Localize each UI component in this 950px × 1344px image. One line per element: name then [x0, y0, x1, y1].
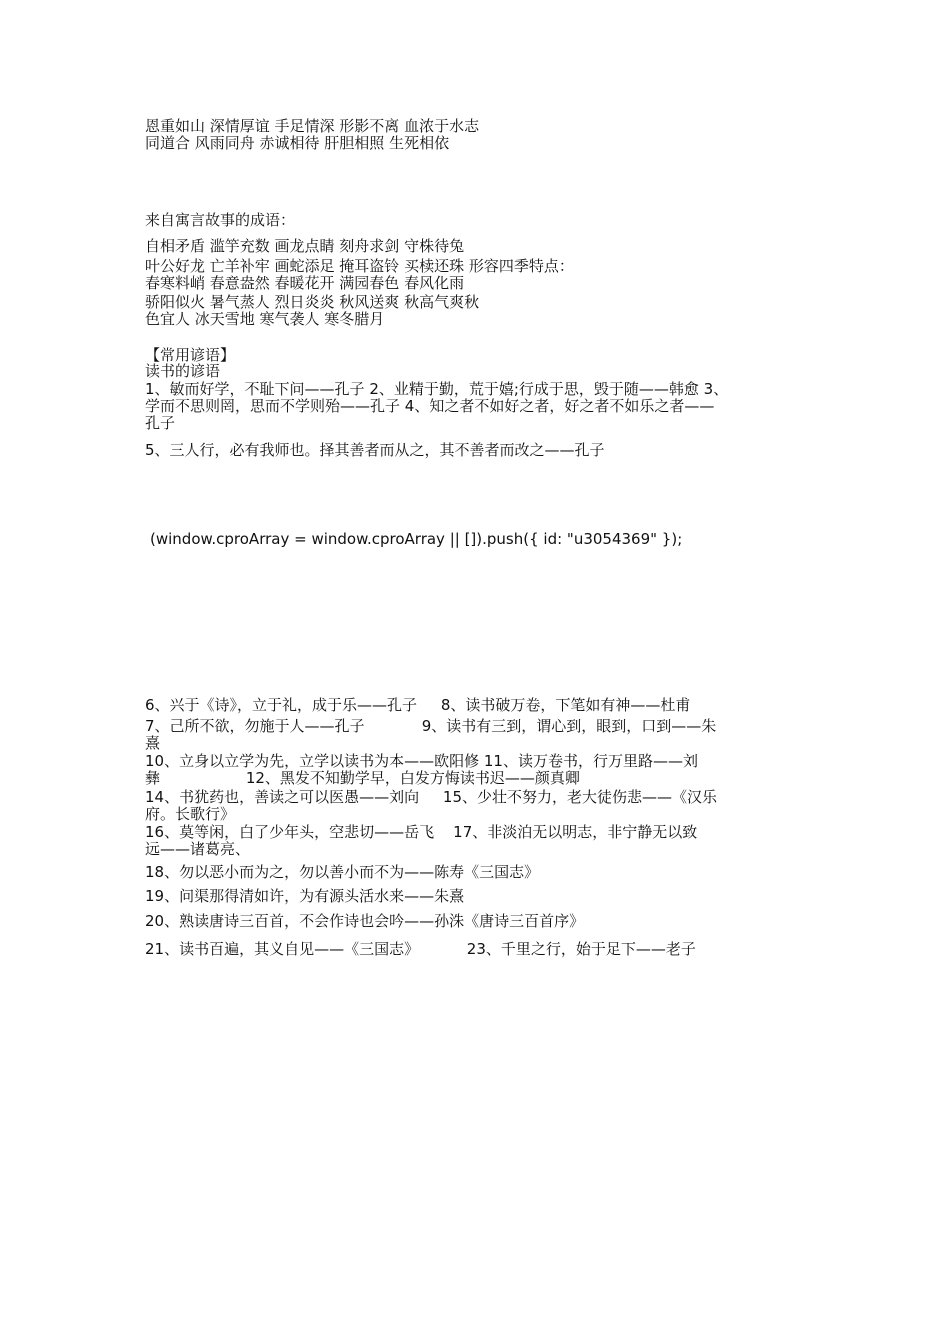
season-idiom-line-1: 春寒料峭 春意盎然 春暖花开 满园春色 春风化雨	[145, 274, 465, 292]
proverb-line: 7、己所不欲，勿施于人——孔子 9、读书有三到，谓心到，眼到，口到——朱	[145, 717, 717, 735]
proverb-line: 学而不思则罔，思而不学则殆——孔子 4、知之者不如好之者，好之者不如乐之者——	[145, 397, 715, 415]
proverbs-heading: 【常用谚语】	[145, 346, 236, 364]
proverb-line-19: 19、问渠那得清如许，为有源头活水来——朱熹	[145, 887, 465, 905]
proverb-line: 孔子	[145, 414, 176, 432]
proverb-line: 16、莫等闲，白了少年头，空悲切——岳飞 17、非淡泊无以明志，非宁静无以致	[145, 823, 698, 841]
ad-script-code: (window.cproArray = window.cproArray || []).push({ id: "u3054369" });	[150, 530, 683, 548]
fable-idiom-line-2: 叶公好龙 亡羊补牢 画蛇添足 掩耳盗铃 买椟还珠 形容四季特点：	[145, 257, 574, 275]
idiom-line-friendship-2: 同道合 风雨同舟 赤诚相待 肝胆相照 生死相依	[145, 134, 450, 152]
proverb-line: 14、书犹药也，善读之可以医愚——刘向 15、少壮不努力，老大徒伤悲——《汉乐	[145, 788, 718, 806]
proverb-line: 10、立身以立学为先，立学以读书为本——欧阳修 11、读万卷书，行万里路——刘	[145, 752, 698, 770]
proverb-line: 6、兴于《诗》，立于礼，成于乐——孔子 8、读书破万卷，下笔如有神——杜甫	[145, 696, 691, 714]
fable-idioms-heading: 来自寓言故事的成语：	[145, 211, 296, 229]
fable-idiom-line-1: 自相矛盾 滥竽充数 画龙点睛 刻舟求剑 守株待兔	[145, 237, 465, 255]
idiom-line-friendship-1: 恩重如山 深情厚谊 手足情深 形影不离 血浓于水志	[145, 117, 480, 135]
proverb-line: 熹	[145, 734, 161, 752]
season-idiom-line-3: 色宜人 冰天雪地 寒气袭人 寒冬腊月	[145, 310, 385, 328]
proverb-line: 府。长歌行》	[145, 805, 236, 823]
proverb-line-18: 18、勿以恶小而为之，勿以善小而不为——陈寿《三国志》	[145, 863, 540, 881]
proverb-line-20: 20、熟读唐诗三百首，不会作诗也会吟——孙洙《唐诗三百首序》	[145, 912, 585, 930]
proverb-line: 1、敏而好学，不耻下问——孔子 2、业精于勤，荒于嬉;行成于思，毁于随——韩愈 3、	[145, 380, 729, 398]
season-idiom-line-2: 骄阳似火 暑气蒸人 烈日炎炎 秋风送爽 秋高气爽秋	[145, 293, 480, 311]
proverb-line: 彝 12、黑发不知勤学早，白发方悔读书迟——颜真卿	[145, 769, 580, 787]
proverbs-subheading: 读书的谚语	[145, 362, 221, 380]
proverb-line-5: 5、三人行，必有我师也。择其善者而从之，其不善者而改之——孔子	[145, 441, 605, 459]
proverb-line: 远——诸葛亮、	[145, 840, 251, 858]
proverb-line-21-23: 21、读书百遍，其义自见——《三国志》 23、千里之行，始于足下——老子	[145, 940, 696, 958]
